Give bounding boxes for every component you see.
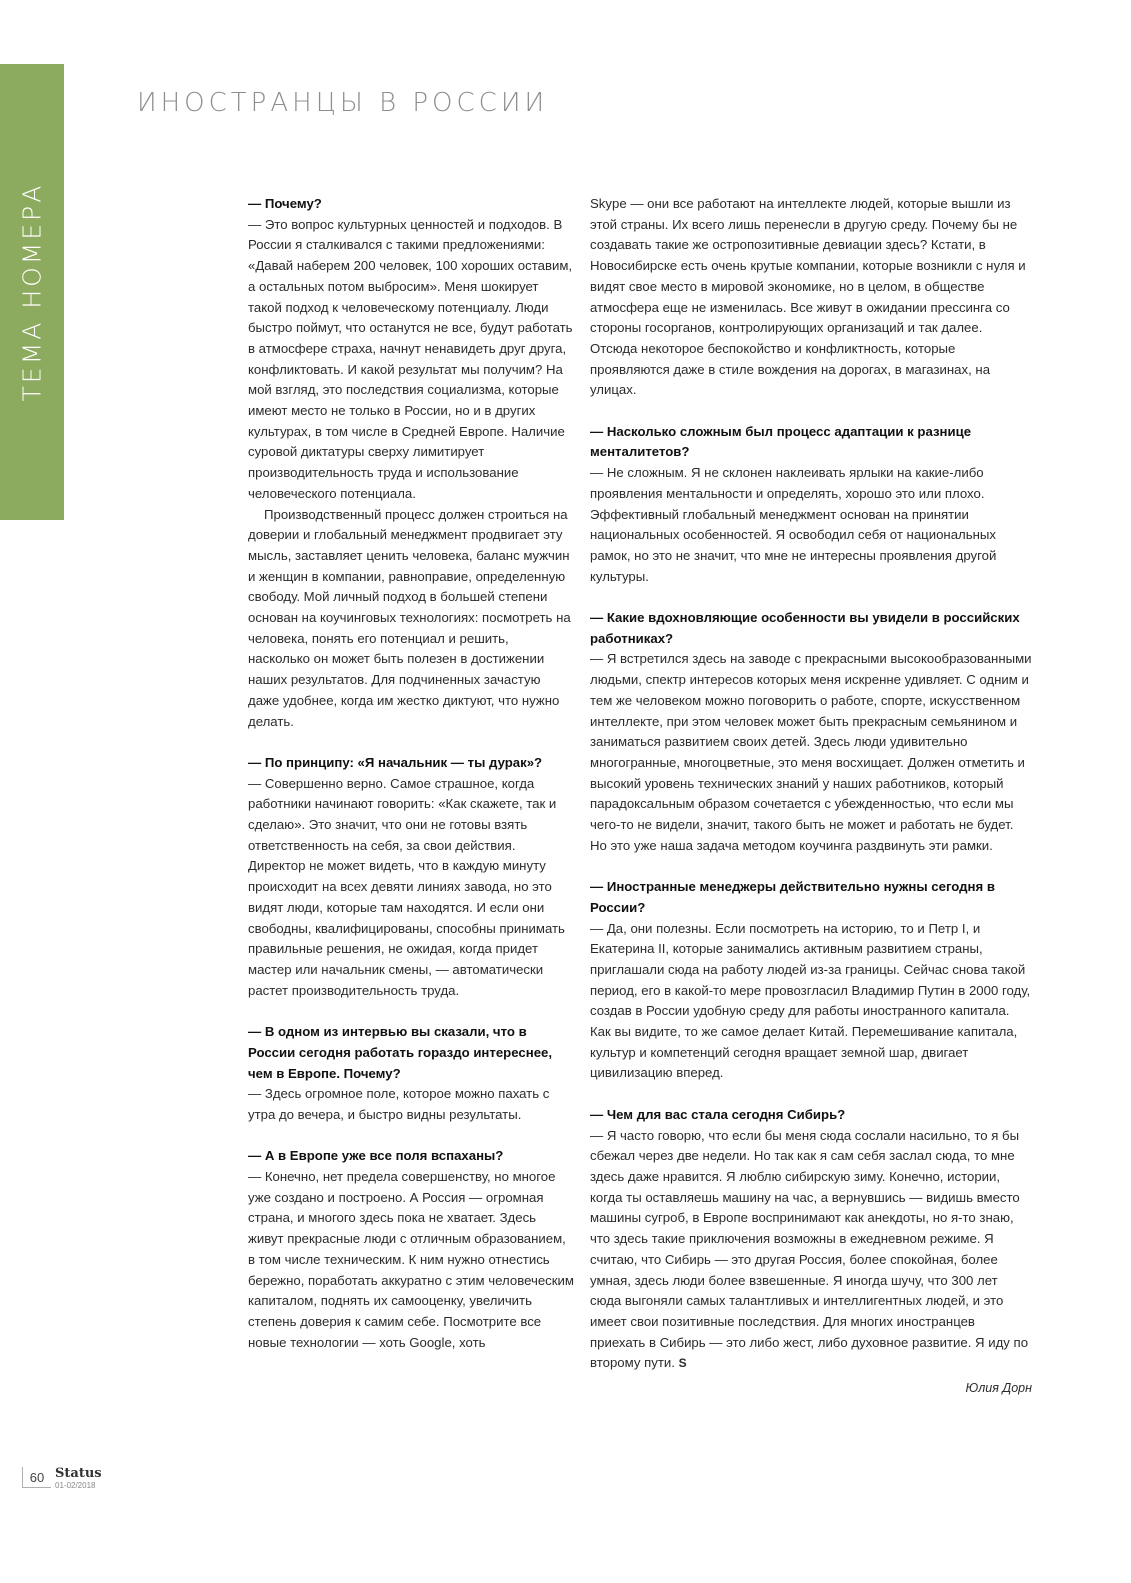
end-mark: S — [678, 1356, 687, 1371]
paragraph-text: — По принципу: «Я начальник — ты дурак»? — [248, 754, 543, 770]
left-column — [248, 194, 574, 1353]
paragraph-text: — Совершенно верно. Самое страшное, когда работники начинают говорить: «Как скажете, так и сделаю». Это значит, что они не готовы взять ответственность на себя, за свои действия. Директор не может видеть, что в каждую минуту происходит на всех девяти линиях завода, но это видят люди, которые там находятся. И если они свободны, квалифицированы, способны принимать правильные решения, не ожидая, когда придет мастер или начальник смены, — автоматически растет производительность труда. — [248, 775, 565, 998]
author-byline: Юлия Дорн — [965, 1381, 1032, 1396]
interview-answer — [590, 919, 1032, 1085]
page-header-title: ИНОСТРАНЦЫ В РОССИИ — [137, 88, 549, 118]
paragraph-gap — [590, 856, 1032, 877]
interview-answer — [248, 1167, 574, 1353]
paragraph-gap — [248, 1126, 574, 1147]
paragraph-text: — Здесь огромное поле, которое можно пахать с утра до вечера, и быстро видны результаты. — [248, 1086, 550, 1122]
interview-question — [590, 422, 1032, 463]
interview-paragraph — [248, 505, 574, 733]
interview-question — [590, 877, 1032, 918]
interview-answer — [590, 463, 1032, 587]
interview-question — [248, 194, 574, 215]
interview-answer — [248, 774, 574, 1002]
page-number: 60 — [22, 1467, 51, 1488]
paragraph-text: — Да, они полезны. Если посмотреть на историю, то и Петр I, и Екатерина II, которые занимались активным развитием страны, приглашали сюда на работу людей из-за границы. Сейчас снова такой период, его в какой-то мере провозгласил Владимир Путин в 2000 году, создав в России удобную среду для работы иностранного капитала. Как вы видите, то же самое делает Китай. Перемешивание капитала, культур и компетенций сегодня вращает земной шар, двигает цивилизацию вперед. — [590, 920, 1031, 1081]
interview-answer — [248, 215, 574, 505]
paragraph-gap — [248, 1001, 574, 1022]
paragraph-text: — Конечно, нет предела совершенству, но многое уже создано и построено. А Россия — огромная страна, и многого здесь пока не хватает. Здесь живут прекрасные люди с отличным образованием, в том числе техническим. К ним нужно отнестись бережно, поработать аккуратно с этим человеческим капиталом, поднять их самооценку, увеличить степень доверия к самим себе. Посмотрите все новые технологии — хоть Google, хоть — [248, 1169, 574, 1350]
paragraph-text: — Не сложным. Я не склонен наклеивать ярлыки на какие-либо проявления ментальности и определять, хорошо это или плохо. Эффективный глобальный менеджмент основан на принятии национальных особенностей. Я освободил себя от национальных рамок, но это не значит, что мне не интересны проявления другой культуры. — [590, 465, 997, 584]
paragraph-text: — Почему? — [248, 196, 322, 211]
interview-answer — [590, 194, 1032, 401]
paragraph-text: Производственный процесс должен строиться на доверии и глобальный менеджмент продвигает эту мысль, заставляет ценить человека, баланс мужчин и женщин в компании, равноправие, определенную свободу. Мой личный подход в большей степени основан на коучинговых технологиях: посмотреть на человека, понять его потенциал и решить, насколько он может быть полезен в достижении наших результатов. Для подчиненных зачастую даже удобнее, когда им жестко диктуют, что нужно делать. — [248, 506, 571, 729]
paragraph-text: — В одном из интервью вы сказали, что в России сегодня работать гораздо интереснее, чем в Европе. Почему? — [248, 1024, 553, 1081]
paragraph-text: — Насколько сложным был процесс адаптации к разнице менталитетов? — [590, 423, 972, 460]
interview-question — [590, 1105, 1032, 1126]
paragraph-text: — Это вопрос культурных ценностей и подходов. В России я сталкивался с такими предложениями: «Давай наберем 200 человек, 100 хороших оставим, а остальных потом выбросим». Меня шокирует такой подход к человеческому потенциалу. Люди быстро поймут, что останутся не все, будут работать в атмосфере страха, начнут ненавидеть друг друга, конфликтовать. И какой результат мы получим? На мой взгляд, это последствия социализма, которые имеют место не только в России, но и в других культурах, в том числе в Средней Европе. Наличие суровой диктатуры сверху лимитирует производительность труда и использование человеческого потенциала. — [248, 216, 573, 501]
section-sidebar — [0, 64, 64, 520]
magazine-brand — [55, 1467, 102, 1490]
paragraph-text: — Я встретился здесь на заводе с прекрасными высокообразованными людьми, спектр интересов которых меня искренне удивляет. С одним и тем же человеком можно поговорить о работе, спорте, искусственном интеллекте, при этом человек может быть прекрасным семьянином и заниматься развитием своих детей. Здесь люди удивительно многогранные, многоцветные, это меня восхищает. Должен отметить и высокий уровень технических знаний у наших работников, который парадоксальным образом сочетается с убежденностью, что если мы чего-то не видели, значит, такого быть не может и работать не будет. Но это уже наша задача методом коучинга раздвинуть эти рамки. — [590, 651, 1032, 853]
page-footer — [22, 1467, 102, 1490]
section-label: ТЕМА НОМЕРА — [17, 182, 47, 402]
interview-question — [248, 1022, 574, 1084]
interview-question — [248, 753, 574, 774]
right-column — [590, 194, 1032, 1399]
paragraph-text: Skype — они все работают на интеллекте людей, которые вышли из этой страны. Их всего лишь перенесли в другую среду. Почему бы не создавать такие же остропозитивные девиации здесь? Кстати, в Новосибирске есть очень крутые компании, которые возникли с нуля и видят свое место в мировой экономике, но в целом, в обществе атмосфера еще не изменилась. Все живут в ожидании прессинга со стороны госорганов, контролирующих организаций и так далее. Отсюда некоторое беспокойство и конфликтность, которые проявляются даже в стиле вождения на дорогах, в магазинах, на улицах. — [590, 196, 1026, 398]
magazine-logo: Status — [55, 1466, 102, 1481]
paragraph-gap — [590, 401, 1032, 422]
paragraph-text: — Иностранные менеджеры действительно нужны сегодня в России? — [590, 879, 995, 915]
interview-answer — [590, 1126, 1032, 1374]
paragraph-text: — Я часто говорю, что если бы меня сюда сослали насильно, то я бы сбежал через две недели. Но так как я сам себя заслал сюда, то мне здесь даже нравится. Я люблю сибирскую зиму. Конечно, истории, когда ты оставляешь машину на час, а вернувшись — видишь вместо машины сугроб, в Европе воспринимают как анекдоты, но я-то знаю, что здесь такие приключения возможны в ежедневном режиме. Я считаю, что Сибирь — это другая Россия, более спокойная, более умная, здесь люди более взвешенные. Я иногда шучу, что 300 лет сюда выгоняли самых талантливых и интеллигентных людей, и это имеет свои позитивные последствия. Для многих иностранцев приехать в Сибирь — это либо жест, либо духовное развитие. Я иду по второму пути. — [590, 1127, 1029, 1371]
paragraph-gap — [590, 587, 1032, 608]
paragraph-gap — [590, 1084, 1032, 1105]
interview-answer — [590, 649, 1032, 856]
interview-question — [248, 1146, 574, 1167]
interview-question — [590, 608, 1032, 649]
paragraph-text: — Чем для вас стала сегодня Сибирь? — [590, 1106, 846, 1122]
issue-date: 01-02/2018 — [55, 1481, 96, 1490]
paragraph-text: — А в Европе уже все поля вспаханы? — [248, 1148, 504, 1164]
interview-answer — [248, 1084, 574, 1125]
paragraph-text: — Какие вдохновляющие особенности вы увидели в российских работниках? — [590, 610, 1020, 646]
paragraph-gap — [248, 732, 574, 753]
